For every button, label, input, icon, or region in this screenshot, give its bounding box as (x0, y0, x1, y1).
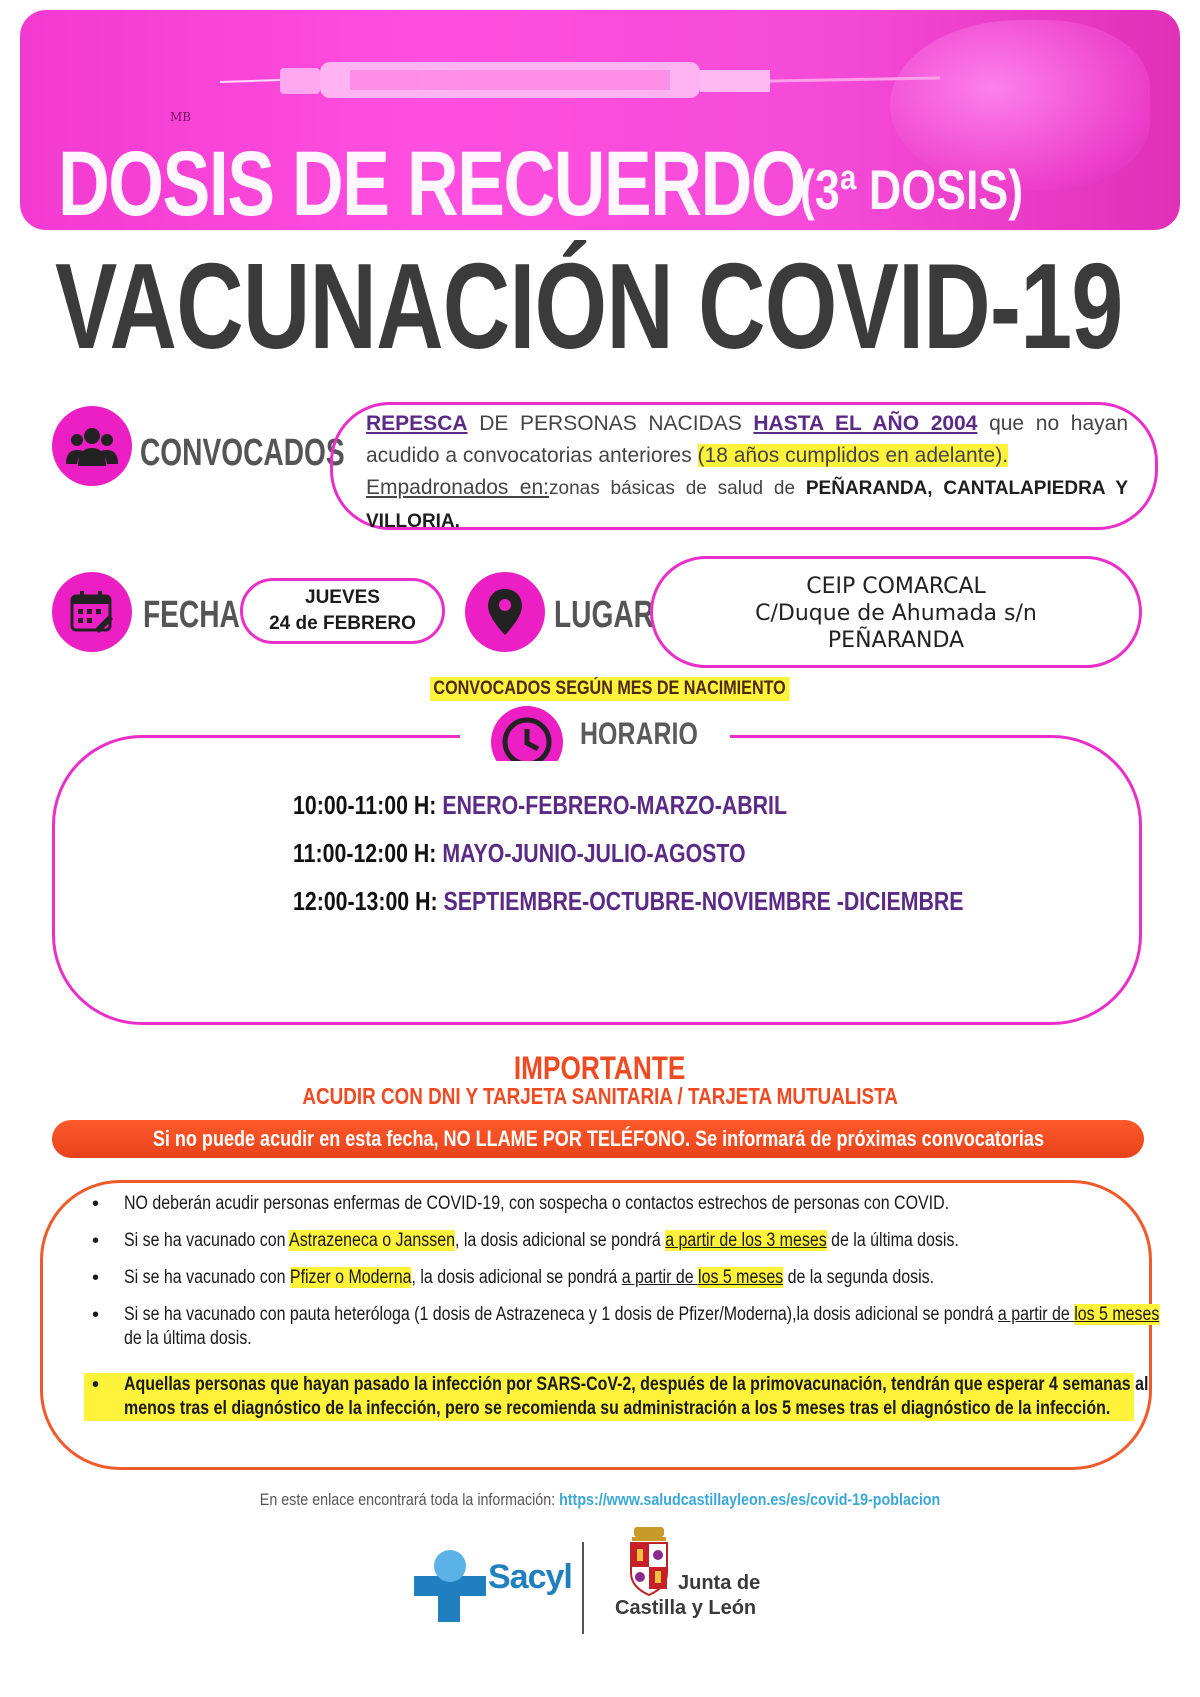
repesca-text: REPESCA (366, 412, 468, 435)
note-2-text-c: , la dosis adicional se pondrá (454, 1230, 666, 1251)
logo-divider (582, 1542, 584, 1634)
info-link[interactable]: https://www.saludcastillayleon.es/es/covid-19-poblacion (559, 1490, 941, 1509)
note-5-text: Aquellas personas que hayan pasado la infección por SARS-CoV-2, después de la primovacunación, tendrán que esperar 4 semanas al menos tras el diagnóstico de la infección, pero se recomienda su administración a los 5 meses tras el diagnóstico de la infección. (124, 1374, 1149, 1419)
note-3-text-d: a partir de (621, 1267, 699, 1288)
note-2-text-a: Si se ha vacunado con (124, 1230, 290, 1251)
lugar-line-3: PEÑARANDA (827, 628, 965, 653)
note-4-text-a: Si se ha vacunado con pauta heteróloga (1 dosis de Astrazeneca y 1 dosis de Pfizer/Moderna),la dosis adicional se pondrá (124, 1304, 998, 1325)
horario-box (52, 735, 1142, 1025)
horario-row (293, 886, 964, 917)
title-dosis-recuerdo: DOSIS DE RECUERDO (58, 133, 806, 235)
sacyl-cross-icon (410, 1548, 490, 1624)
note-3-text-a: Si se ha vacunado con (124, 1267, 290, 1288)
horario-time: 11:00-12:00 H: (293, 838, 437, 868)
note-3-text-c: , la dosis adicional se pondrá (411, 1267, 622, 1288)
importante-title (0, 1050, 1200, 1087)
list-item (84, 1266, 1134, 1290)
lugar-box (650, 556, 1142, 668)
note-4-highlight-months: los 5 meses (1074, 1304, 1160, 1325)
title-3a-dosis: (3ª DOSIS) (800, 158, 1024, 221)
horario-time: 12:00-13:00 H: (293, 886, 438, 916)
note-2-highlight-months: a partir de los 3 meses (665, 1230, 827, 1251)
jcyl-logo-line-1: Junta de (678, 1572, 761, 1594)
convocados-text (366, 408, 1128, 538)
clock-icon (490, 705, 564, 761)
lugar-icon-circle (465, 572, 545, 652)
fecha-icon-circle (52, 572, 132, 652)
importante-subtitle (0, 1083, 1200, 1110)
convocados-text-1: DE PERSONAS NACIDAS (467, 412, 754, 435)
horario-months: MAYO-JUNIO-JULIO-AGOSTO (442, 838, 746, 868)
convocados-mes-note: CONVOCADOS SEGÚN MES DE NACIMIENTO (430, 677, 789, 701)
people-group-icon (66, 424, 118, 468)
castilla-leon-emblem-icon (628, 1525, 670, 1601)
calendar-icon (69, 589, 115, 635)
importante-bar-text: Si no puede acudir en esta fecha, NO LLAME POR TELÉFONO. Se informará de próximas convocatorias (152, 1126, 1044, 1151)
note-3-highlight-months: los 5 meses (698, 1267, 784, 1288)
fecha-label: FECHA (143, 594, 240, 636)
jcyl-logo-line-2: Castilla y León (615, 1597, 757, 1619)
horario-months: ENERO-FEBRERO-MARZO-ABRIL (442, 790, 787, 820)
importante-title-text: IMPORTANTE (514, 1050, 686, 1086)
importante-bar (52, 1120, 1144, 1158)
title-vacunacion-covid: VACUNACIÓN COVID-19 (55, 238, 1123, 374)
note-1-text: NO deberán acudir personas enfermas de COVID-19, con sospecha o contactos estrechos de personas con COVID. (124, 1193, 950, 1214)
note-2-highlight-vaccine: Astrazeneca o Janssen (289, 1230, 455, 1251)
syringe-icon (220, 40, 940, 120)
note-4-text-d: de la última dosis. (124, 1328, 252, 1349)
horario-row (293, 838, 746, 869)
convocados-icon-circle (52, 406, 132, 486)
note-3-highlight-vaccine: Pfizer o Moderna (289, 1267, 412, 1288)
fecha-date: 24 de FEBRERO (269, 613, 416, 634)
lugar-label: LUGAR (554, 594, 654, 636)
fecha-box (240, 578, 445, 644)
zonas-text: PEÑARANDA, CANTALAPIEDRA Y VILLORIA. (366, 478, 1128, 532)
convocados-text-2: que no hayan acudido a convocatorias anteriores (366, 412, 1129, 467)
list-item (84, 1229, 1134, 1253)
lugar-line-2: C/Duque de Ahumada s/n (755, 601, 1037, 626)
note-3-text-f: de la segunda dosis. (783, 1267, 935, 1288)
list-item (84, 1373, 1149, 1421)
horario-months: SEPTIEMBRE-OCTUBRE-NOVIEMBRE -DICIEMBRE (443, 886, 964, 916)
horario-row (293, 790, 787, 821)
horario-label: HORARIO (580, 718, 698, 744)
info-link-label: En este enlace encontrará toda la información: (259, 1490, 560, 1509)
info-link-line (0, 1490, 1200, 1510)
location-pin-icon (485, 587, 525, 637)
importante-subtitle-text: ACUDIR CON DNI Y TARJETA SANITARIA / TARJETA MUTUALISTA (302, 1083, 898, 1109)
watermark-mark: MB (170, 110, 192, 124)
horario-time: 10:00-11:00 H: (293, 790, 437, 820)
lugar-line-1: CEIP COMARCAL (806, 574, 986, 599)
hasta-ano-text: HASTA EL AÑO 2004 (753, 412, 978, 435)
note-2-text-e: de la última dosis. (826, 1230, 959, 1251)
notes-list (84, 1192, 1160, 1434)
empadronados-text: Empadronados en: (366, 476, 549, 499)
fecha-day: JUEVES (305, 587, 380, 608)
sacyl-logo-text: Sacyl (488, 1558, 572, 1596)
list-item (84, 1192, 1134, 1216)
edad-text: (18 años cumplidos en adelante). (697, 444, 1009, 467)
note-4-text-b: a partir de (997, 1304, 1075, 1325)
convocados-text-3: zonas básicas de salud de (549, 478, 806, 499)
list-item (84, 1303, 1160, 1351)
convocados-label: CONVOCADOS (140, 432, 345, 474)
